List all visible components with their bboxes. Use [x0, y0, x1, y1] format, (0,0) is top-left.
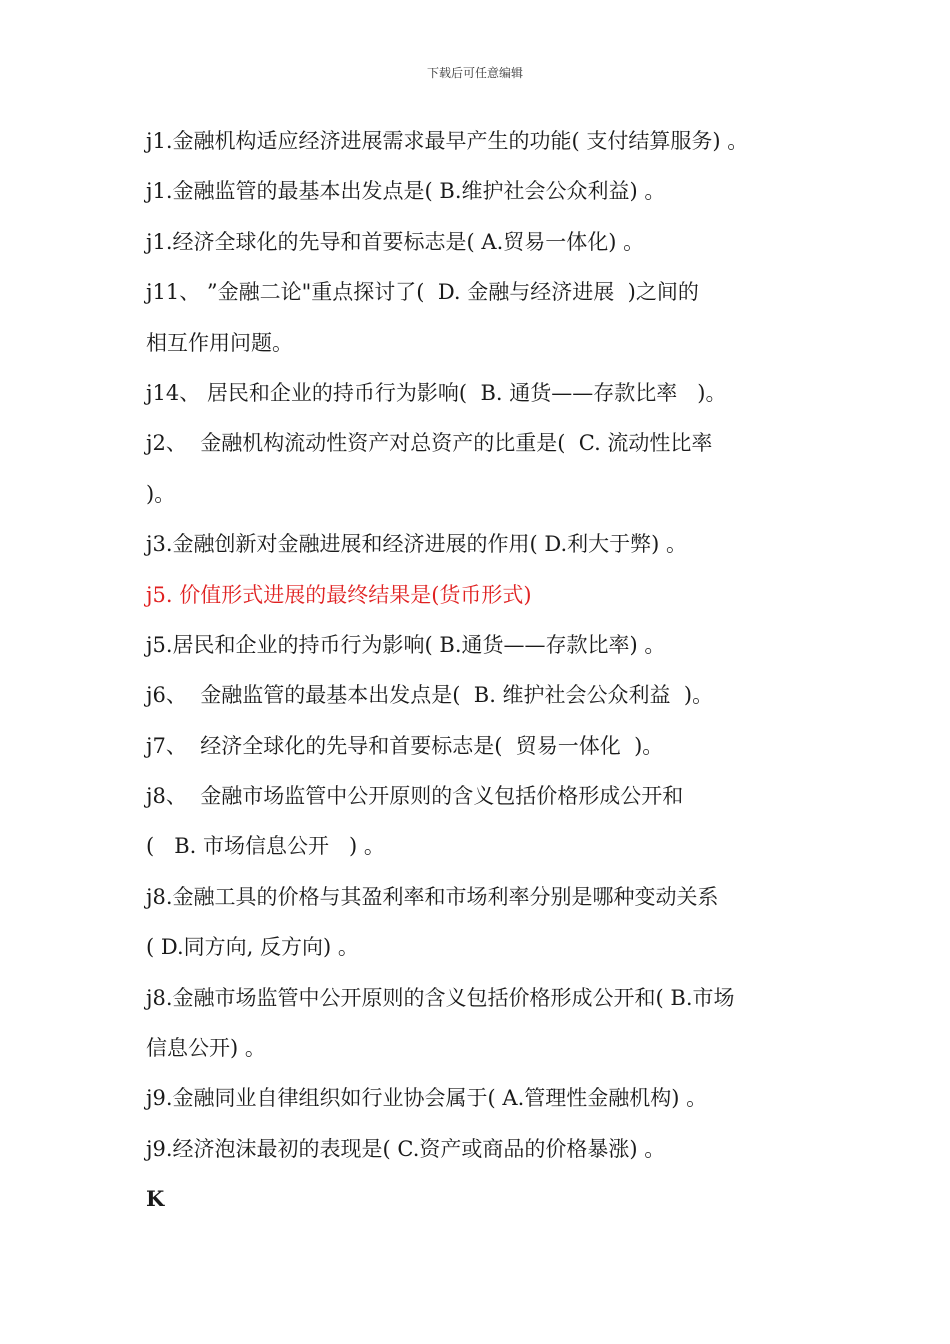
text-line-8: )。	[146, 481, 176, 506]
text-line-14: j8、 金融市场监管中公开原则的含义包括价格形成公开和	[146, 784, 684, 809]
text-line-2: j1.金融监管的最基本出发点是( B.维护社会公众利益) 。	[146, 179, 666, 204]
text-line-20: j9.金融同业自律组织如行业协会属于( A.管理性金融机构) 。	[146, 1086, 708, 1111]
text-line-15: ( B. 市场信息公开 ) 。	[146, 834, 385, 859]
page-header: 下载后可任意编辑	[426, 66, 523, 80]
text-line-7: j2、 金融机构流动性资产对总资产的比重是( C. 流动性比率	[146, 431, 713, 456]
text-line-18: j8.金融市场监管中公开原则的含义包括价格形成公开和( B.市场	[146, 985, 735, 1010]
section-letter-heading: K	[146, 1186, 165, 1212]
text-line-4: j11、 ”金融二论"重点探讨了( D. 金融与经济进展 )之间的	[146, 280, 699, 305]
text-line-12: j6、 金融监管的最基本出发点是( B. 维护社会公众利益 )。	[146, 683, 714, 708]
text-line-6: j14、 居民和企业的持币行为影响( B. 通货——存款比率 )。	[146, 380, 727, 405]
text-line-21: j9.经济泡沫最初的表现是( C.资产或商品的价格暴涨) 。	[146, 1136, 666, 1161]
text-line-1: j1.金融机构适应经济进展需求最早产生的功能( 支付结算服务) 。	[146, 129, 749, 153]
text-line-9: j3.金融创新对金融进展和经济进展的作用( D.利大于弊) 。	[146, 532, 688, 557]
text-line-16: j8.金融工具的价格与其盈利率和市场利率分别是哪种变动关系	[146, 884, 719, 909]
text-line-19: 信息公开) 。	[146, 1036, 266, 1061]
text-line-3: j1.经济全球化的先导和首要标志是( A.贸易一体化) 。	[146, 229, 645, 254]
text-line-13: j7、 经济全球化的先导和首要标志是( 贸易一体化 )。	[146, 733, 664, 758]
text-line-17: ( D.同方向, 反方向) 。	[146, 935, 359, 960]
text-line-5: 相互作用问题。	[146, 330, 293, 355]
document-body	[146, 116, 826, 1225]
highlighted-text-line: j5. 价值形式进展的最终结果是(货币形式)	[146, 582, 532, 607]
text-line-11: j5.居民和企业的持币行为影响( B.通货——存款比率) 。	[146, 632, 666, 657]
